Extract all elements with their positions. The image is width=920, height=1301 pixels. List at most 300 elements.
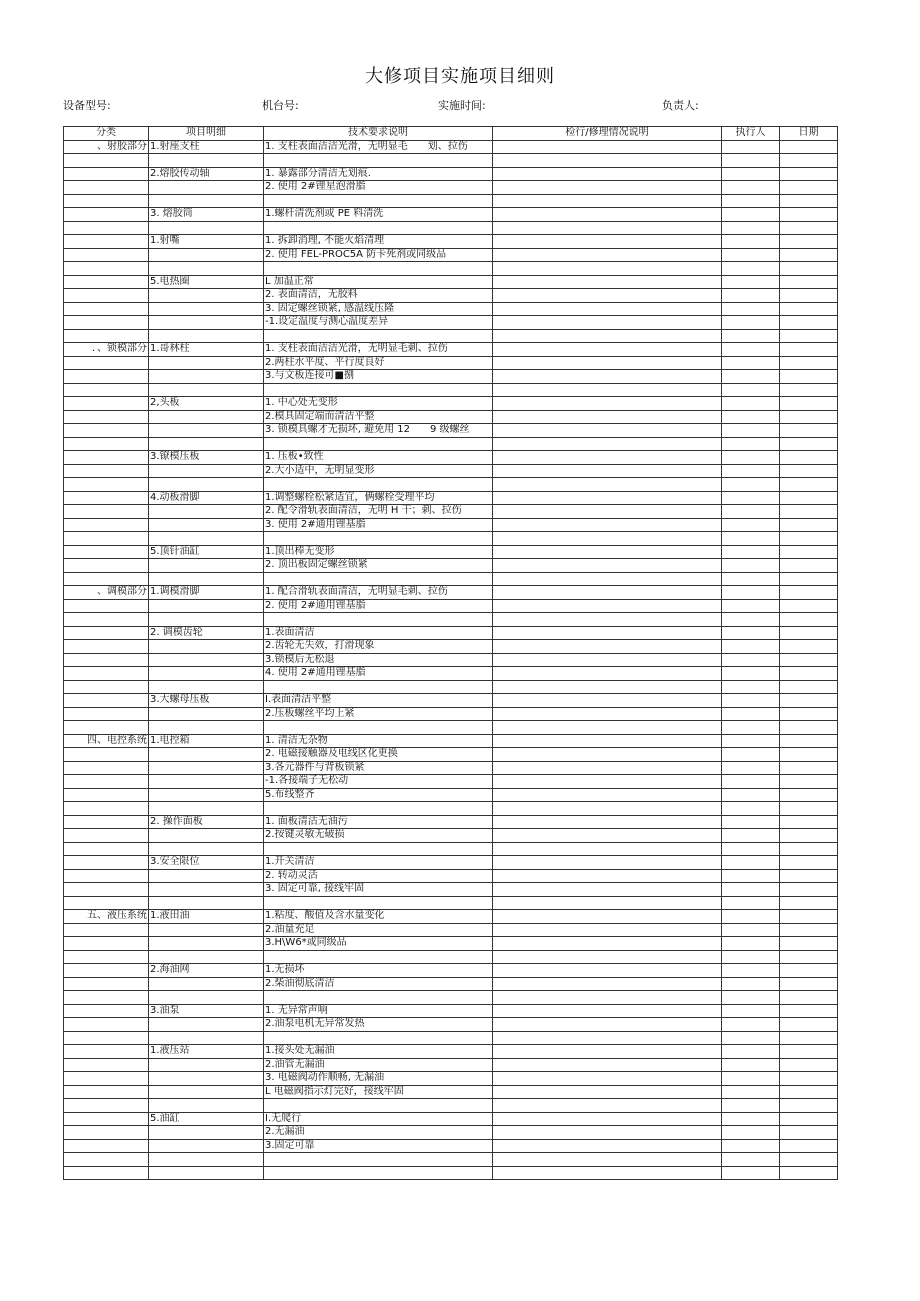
item-cell bbox=[149, 1018, 264, 1032]
executor-cell bbox=[722, 1153, 780, 1167]
item-cell bbox=[149, 356, 264, 370]
date-cell bbox=[780, 316, 838, 330]
requirement-cell bbox=[264, 1031, 493, 1045]
date-cell bbox=[780, 707, 838, 721]
category-cell bbox=[64, 1045, 149, 1059]
item-cell bbox=[149, 316, 264, 330]
requirement-cell: 1. 面板清沽无油污 bbox=[264, 815, 493, 829]
requirement-cell: I.无爬行 bbox=[264, 1112, 493, 1126]
repair-notes-cell bbox=[493, 559, 722, 573]
table-row bbox=[64, 154, 838, 168]
category-cell bbox=[64, 518, 149, 532]
requirement-cell: 3. 锁模具螺才无损坏, 避免用 12 9 级螺丝 bbox=[264, 424, 493, 438]
requirement-cell bbox=[264, 383, 493, 397]
item-cell: 1.液田油 bbox=[149, 910, 264, 924]
requirement-cell bbox=[264, 842, 493, 856]
date-cell bbox=[780, 599, 838, 613]
repair-notes-cell bbox=[493, 707, 722, 721]
requirement-cell: 3.与文板连接可■捌 bbox=[264, 370, 493, 384]
date-cell bbox=[780, 1126, 838, 1140]
date-cell bbox=[780, 451, 838, 465]
item-cell bbox=[149, 991, 264, 1005]
executor-cell bbox=[722, 437, 780, 451]
executor-cell bbox=[722, 586, 780, 600]
executor-cell bbox=[722, 1112, 780, 1126]
executor-cell bbox=[722, 923, 780, 937]
repair-notes-cell bbox=[493, 154, 722, 168]
date-cell bbox=[780, 1099, 838, 1113]
repair-notes-cell bbox=[493, 572, 722, 586]
date-cell bbox=[780, 221, 838, 235]
col-category-header: 分类 bbox=[64, 127, 149, 141]
item-cell bbox=[149, 1126, 264, 1140]
table-row bbox=[64, 1018, 838, 1032]
category-cell bbox=[64, 532, 149, 546]
date-cell bbox=[780, 464, 838, 478]
requirement-cell bbox=[264, 991, 493, 1005]
table-row bbox=[64, 181, 838, 195]
category-cell bbox=[64, 289, 149, 303]
repair-notes-cell bbox=[493, 829, 722, 843]
repair-notes-cell bbox=[493, 275, 722, 289]
table-row bbox=[64, 383, 838, 397]
executor-cell bbox=[722, 815, 780, 829]
requirement-cell: 2.柴油彻底清洁 bbox=[264, 977, 493, 991]
item-cell: 2,头板 bbox=[149, 397, 264, 411]
repair-notes-cell bbox=[493, 437, 722, 451]
requirement-cell: 1.螺杆清洗剂或 PE 料清洗 bbox=[264, 208, 493, 222]
item-cell: 1.射座支柱 bbox=[149, 140, 264, 154]
date-cell bbox=[780, 275, 838, 289]
table-row bbox=[64, 356, 838, 370]
repair-notes-cell bbox=[493, 343, 722, 357]
date-cell bbox=[780, 1112, 838, 1126]
repair-notes-cell bbox=[493, 923, 722, 937]
requirement-cell: 1.开关清洁 bbox=[264, 856, 493, 870]
item-cell: 1.调模滑脚 bbox=[149, 586, 264, 600]
executor-cell bbox=[722, 1085, 780, 1099]
date-cell bbox=[780, 640, 838, 654]
category-cell bbox=[64, 451, 149, 465]
requirement-cell bbox=[264, 154, 493, 168]
table-row bbox=[64, 707, 838, 721]
category-cell bbox=[64, 424, 149, 438]
repair-notes-cell bbox=[493, 1058, 722, 1072]
item-cell: 5.顶针油缸 bbox=[149, 545, 264, 559]
table-row bbox=[64, 329, 838, 343]
table-row bbox=[64, 856, 838, 870]
item-cell bbox=[149, 1031, 264, 1045]
repair-notes-cell bbox=[493, 1004, 722, 1018]
category-cell bbox=[64, 383, 149, 397]
category-cell bbox=[64, 802, 149, 816]
repair-notes-cell bbox=[493, 491, 722, 505]
category-cell bbox=[64, 937, 149, 951]
executor-cell bbox=[722, 1072, 780, 1086]
repair-notes-cell bbox=[493, 761, 722, 775]
table-row bbox=[64, 1126, 838, 1140]
repair-notes-cell bbox=[493, 235, 722, 249]
repair-notes-cell bbox=[493, 802, 722, 816]
category-cell bbox=[64, 748, 149, 762]
category-cell bbox=[64, 167, 149, 181]
executor-cell bbox=[722, 748, 780, 762]
table-row bbox=[64, 775, 838, 789]
category-cell bbox=[64, 559, 149, 573]
repair-notes-cell bbox=[493, 532, 722, 546]
repair-notes-cell bbox=[493, 478, 722, 492]
table-row bbox=[64, 667, 838, 681]
item-cell bbox=[149, 1072, 264, 1086]
item-cell: 1.液压站 bbox=[149, 1045, 264, 1059]
item-cell bbox=[149, 532, 264, 546]
category-cell bbox=[64, 1031, 149, 1045]
table-row bbox=[64, 478, 838, 492]
item-cell bbox=[149, 680, 264, 694]
date-cell bbox=[780, 181, 838, 195]
requirement-cell: 3. 固定可靠, 接线牢固 bbox=[264, 883, 493, 897]
table-row bbox=[64, 1153, 838, 1167]
category-cell bbox=[64, 869, 149, 883]
date-cell bbox=[780, 532, 838, 546]
executor-cell bbox=[722, 950, 780, 964]
table-row bbox=[64, 910, 838, 924]
table-row bbox=[64, 1045, 838, 1059]
requirement-cell: 2. 顶出板固定螺丝锁紧 bbox=[264, 559, 493, 573]
item-cell bbox=[149, 896, 264, 910]
requirement-cell: 2.压板螺丝平均上紧 bbox=[264, 707, 493, 721]
executor-cell bbox=[722, 518, 780, 532]
executor-cell bbox=[722, 464, 780, 478]
table-row bbox=[64, 316, 838, 330]
executor-cell bbox=[722, 626, 780, 640]
executor-cell bbox=[722, 235, 780, 249]
table-row bbox=[64, 896, 838, 910]
category-cell bbox=[64, 842, 149, 856]
repair-notes-cell bbox=[493, 1099, 722, 1113]
date-cell bbox=[780, 167, 838, 181]
requirement-cell: 1. 压板•致性 bbox=[264, 451, 493, 465]
item-cell: 1.电控箱 bbox=[149, 734, 264, 748]
date-cell bbox=[780, 208, 838, 222]
item-cell: 2. 操作面板 bbox=[149, 815, 264, 829]
executor-cell bbox=[722, 1099, 780, 1113]
table-row bbox=[64, 1004, 838, 1018]
requirement-cell: L 电磁阀指示灯完好，接线牢固 bbox=[264, 1085, 493, 1099]
table-row bbox=[64, 991, 838, 1005]
repair-notes-cell bbox=[493, 937, 722, 951]
item-cell bbox=[149, 518, 264, 532]
category-cell bbox=[64, 410, 149, 424]
requirement-cell bbox=[264, 572, 493, 586]
repair-notes-cell bbox=[493, 734, 722, 748]
executor-cell bbox=[722, 856, 780, 870]
requirement-cell: 1.调整螺栓松紧适宜，俩螺栓受理平均 bbox=[264, 491, 493, 505]
requirement-cell: 2.大小适中，无明显变形 bbox=[264, 464, 493, 478]
requirement-cell: 1. 暴露部分清洁无划痕. bbox=[264, 167, 493, 181]
category-cell bbox=[64, 856, 149, 870]
date-cell bbox=[780, 869, 838, 883]
category-cell bbox=[64, 707, 149, 721]
repair-notes-cell bbox=[493, 289, 722, 303]
repair-notes-cell bbox=[493, 302, 722, 316]
table-row bbox=[64, 1031, 838, 1045]
requirement-cell bbox=[264, 721, 493, 735]
table-row bbox=[64, 694, 838, 708]
executor-cell bbox=[722, 248, 780, 262]
table-row bbox=[64, 626, 838, 640]
date-cell bbox=[780, 613, 838, 627]
category-cell bbox=[64, 154, 149, 168]
requirement-cell: 2.两柱水平度、平行度良好 bbox=[264, 356, 493, 370]
repair-notes-cell bbox=[493, 1085, 722, 1099]
item-cell bbox=[149, 181, 264, 195]
item-cell: 2. 调模齿轮 bbox=[149, 626, 264, 640]
category-cell bbox=[64, 262, 149, 276]
repair-notes-cell bbox=[493, 788, 722, 802]
item-cell bbox=[149, 977, 264, 991]
repair-notes-cell bbox=[493, 1166, 722, 1180]
item-cell bbox=[149, 1153, 264, 1167]
executor-cell bbox=[722, 181, 780, 195]
table-row bbox=[64, 532, 838, 546]
table-row bbox=[64, 302, 838, 316]
requirement-cell: 2. 使用 2#通用锂基脂 bbox=[264, 599, 493, 613]
date-cell bbox=[780, 383, 838, 397]
table-row bbox=[64, 842, 838, 856]
date-cell bbox=[780, 883, 838, 897]
date-cell bbox=[780, 140, 838, 154]
category-cell bbox=[64, 775, 149, 789]
category-cell bbox=[64, 464, 149, 478]
requirement-cell bbox=[264, 262, 493, 276]
executor-cell bbox=[722, 262, 780, 276]
repair-notes-cell bbox=[493, 194, 722, 208]
repair-notes-cell bbox=[493, 640, 722, 654]
executor-cell bbox=[722, 572, 780, 586]
requirement-cell bbox=[264, 1099, 493, 1113]
category-cell bbox=[64, 1004, 149, 1018]
item-cell bbox=[149, 424, 264, 438]
table-row bbox=[64, 1072, 838, 1086]
category-cell bbox=[64, 329, 149, 343]
table-row bbox=[64, 248, 838, 262]
table-row bbox=[64, 950, 838, 964]
item-cell: 3. 熔胶筒 bbox=[149, 208, 264, 222]
date-cell bbox=[780, 815, 838, 829]
executor-cell bbox=[722, 802, 780, 816]
item-cell bbox=[149, 923, 264, 937]
col-item-header: 项目明细 bbox=[149, 127, 264, 141]
requirement-cell: 4. 使用 2#通用锂基脂 bbox=[264, 667, 493, 681]
date-cell bbox=[780, 572, 838, 586]
model-label: 设备型号: bbox=[63, 99, 111, 112]
requirement-cell: 1.顶出棒无变形 bbox=[264, 545, 493, 559]
table-row bbox=[64, 640, 838, 654]
table-row bbox=[64, 397, 838, 411]
requirement-cell: 2.模具固定端而清洁平整 bbox=[264, 410, 493, 424]
repair-notes-cell bbox=[493, 815, 722, 829]
repair-notes-cell bbox=[493, 1018, 722, 1032]
date-cell bbox=[780, 1166, 838, 1180]
item-cell bbox=[149, 478, 264, 492]
category-cell bbox=[64, 370, 149, 384]
category-cell bbox=[64, 491, 149, 505]
item-cell bbox=[149, 154, 264, 168]
repair-notes-cell bbox=[493, 397, 722, 411]
requirement-cell: 2.齿轮无失效，打滑现象 bbox=[264, 640, 493, 654]
executor-cell bbox=[722, 329, 780, 343]
executor-cell bbox=[722, 1166, 780, 1180]
date-cell bbox=[780, 343, 838, 357]
item-cell: 3.安全限位 bbox=[149, 856, 264, 870]
category-cell bbox=[64, 1018, 149, 1032]
item-cell bbox=[149, 613, 264, 627]
requirement-cell: 2. 使用 FEL-PROC5A 防卡死剂或同级品 bbox=[264, 248, 493, 262]
category-cell bbox=[64, 1085, 149, 1099]
category-cell bbox=[64, 505, 149, 519]
time-label: 实施时间: bbox=[438, 99, 486, 112]
category-cell bbox=[64, 1058, 149, 1072]
date-cell bbox=[780, 329, 838, 343]
repair-notes-cell bbox=[493, 586, 722, 600]
category-cell bbox=[64, 883, 149, 897]
executor-cell bbox=[722, 1139, 780, 1153]
category-cell bbox=[64, 302, 149, 316]
executor-cell bbox=[722, 788, 780, 802]
executor-cell bbox=[722, 829, 780, 843]
table-row bbox=[64, 586, 838, 600]
table-row bbox=[64, 829, 838, 843]
executor-cell bbox=[722, 977, 780, 991]
executor-cell bbox=[722, 194, 780, 208]
table-row bbox=[64, 370, 838, 384]
requirement-cell bbox=[264, 478, 493, 492]
executor-cell bbox=[722, 613, 780, 627]
category-cell bbox=[64, 397, 149, 411]
repair-notes-cell bbox=[493, 856, 722, 870]
repair-notes-cell bbox=[493, 667, 722, 681]
date-cell bbox=[780, 410, 838, 424]
table-row bbox=[64, 964, 838, 978]
table-row bbox=[64, 1058, 838, 1072]
item-cell: 3.大螺母压板 bbox=[149, 694, 264, 708]
category-cell bbox=[64, 1153, 149, 1167]
executor-cell bbox=[722, 680, 780, 694]
item-cell bbox=[149, 370, 264, 384]
date-cell bbox=[780, 559, 838, 573]
executor-cell bbox=[722, 910, 780, 924]
requirement-cell bbox=[264, 1153, 493, 1167]
date-cell bbox=[780, 1058, 838, 1072]
item-cell: 2.海油网 bbox=[149, 964, 264, 978]
executor-cell bbox=[722, 383, 780, 397]
table-row bbox=[64, 235, 838, 249]
executor-cell bbox=[722, 842, 780, 856]
date-cell bbox=[780, 545, 838, 559]
date-cell bbox=[780, 505, 838, 519]
date-cell bbox=[780, 478, 838, 492]
repair-notes-cell bbox=[493, 424, 722, 438]
category-cell bbox=[64, 248, 149, 262]
requirement-cell: 3. 使用 2#通用锂基脂 bbox=[264, 518, 493, 532]
table-row bbox=[64, 451, 838, 465]
item-cell bbox=[149, 775, 264, 789]
executor-cell bbox=[722, 505, 780, 519]
category-cell bbox=[64, 437, 149, 451]
item-cell bbox=[149, 221, 264, 235]
item-cell: 1.射嘴 bbox=[149, 235, 264, 249]
executor-cell bbox=[722, 883, 780, 897]
date-cell bbox=[780, 370, 838, 384]
date-cell bbox=[780, 977, 838, 991]
category-cell bbox=[64, 1072, 149, 1086]
repair-notes-cell bbox=[493, 977, 722, 991]
table-row bbox=[64, 572, 838, 586]
category-cell bbox=[64, 208, 149, 222]
executor-cell bbox=[722, 370, 780, 384]
requirement-cell: 5.布线整齐 bbox=[264, 788, 493, 802]
repair-notes-cell bbox=[493, 626, 722, 640]
repair-notes-cell bbox=[493, 451, 722, 465]
table-row bbox=[64, 140, 838, 154]
category-cell bbox=[64, 694, 149, 708]
repair-notes-cell bbox=[493, 896, 722, 910]
table-row bbox=[64, 815, 838, 829]
date-cell bbox=[780, 896, 838, 910]
col-executor-header: 执行人 bbox=[722, 127, 780, 141]
executor-cell bbox=[722, 316, 780, 330]
requirement-cell: 1. 中心处无变形 bbox=[264, 397, 493, 411]
executor-cell bbox=[722, 721, 780, 735]
repair-notes-cell bbox=[493, 1112, 722, 1126]
item-cell bbox=[149, 707, 264, 721]
item-cell bbox=[149, 883, 264, 897]
requirement-cell: 1.无损坏 bbox=[264, 964, 493, 978]
repair-notes-cell bbox=[493, 748, 722, 762]
date-cell bbox=[780, 1004, 838, 1018]
requirement-cell: 2.油泵电机无异常发热 bbox=[264, 1018, 493, 1032]
category-cell bbox=[64, 896, 149, 910]
requirement-cell: 2.油量充足 bbox=[264, 923, 493, 937]
date-cell bbox=[780, 761, 838, 775]
category-cell bbox=[64, 599, 149, 613]
item-cell bbox=[149, 572, 264, 586]
executor-cell bbox=[722, 410, 780, 424]
category-cell: ．、锁模部分 bbox=[64, 343, 149, 357]
executor-cell bbox=[722, 1004, 780, 1018]
item-cell: 2.熔胶传动轴 bbox=[149, 167, 264, 181]
date-cell bbox=[780, 680, 838, 694]
date-cell bbox=[780, 397, 838, 411]
date-cell bbox=[780, 248, 838, 262]
requirement-cell: 2. 配令滑轨表面清洁，无明 H 干；刺、拉伤 bbox=[264, 505, 493, 519]
date-cell bbox=[780, 154, 838, 168]
date-cell bbox=[780, 964, 838, 978]
requirement-cell: 1. 拆卸消理, 不能火焰清理 bbox=[264, 235, 493, 249]
item-cell bbox=[149, 437, 264, 451]
category-cell bbox=[64, 1099, 149, 1113]
table-row bbox=[64, 424, 838, 438]
item-cell bbox=[149, 640, 264, 654]
item-cell bbox=[149, 748, 264, 762]
repair-notes-cell bbox=[493, 842, 722, 856]
col-requirement-header: 技术要求说明 bbox=[264, 127, 493, 141]
table-row bbox=[64, 613, 838, 627]
requirement-cell: 3.固定可靠 bbox=[264, 1139, 493, 1153]
executor-cell bbox=[722, 707, 780, 721]
repair-notes-cell bbox=[493, 248, 722, 262]
